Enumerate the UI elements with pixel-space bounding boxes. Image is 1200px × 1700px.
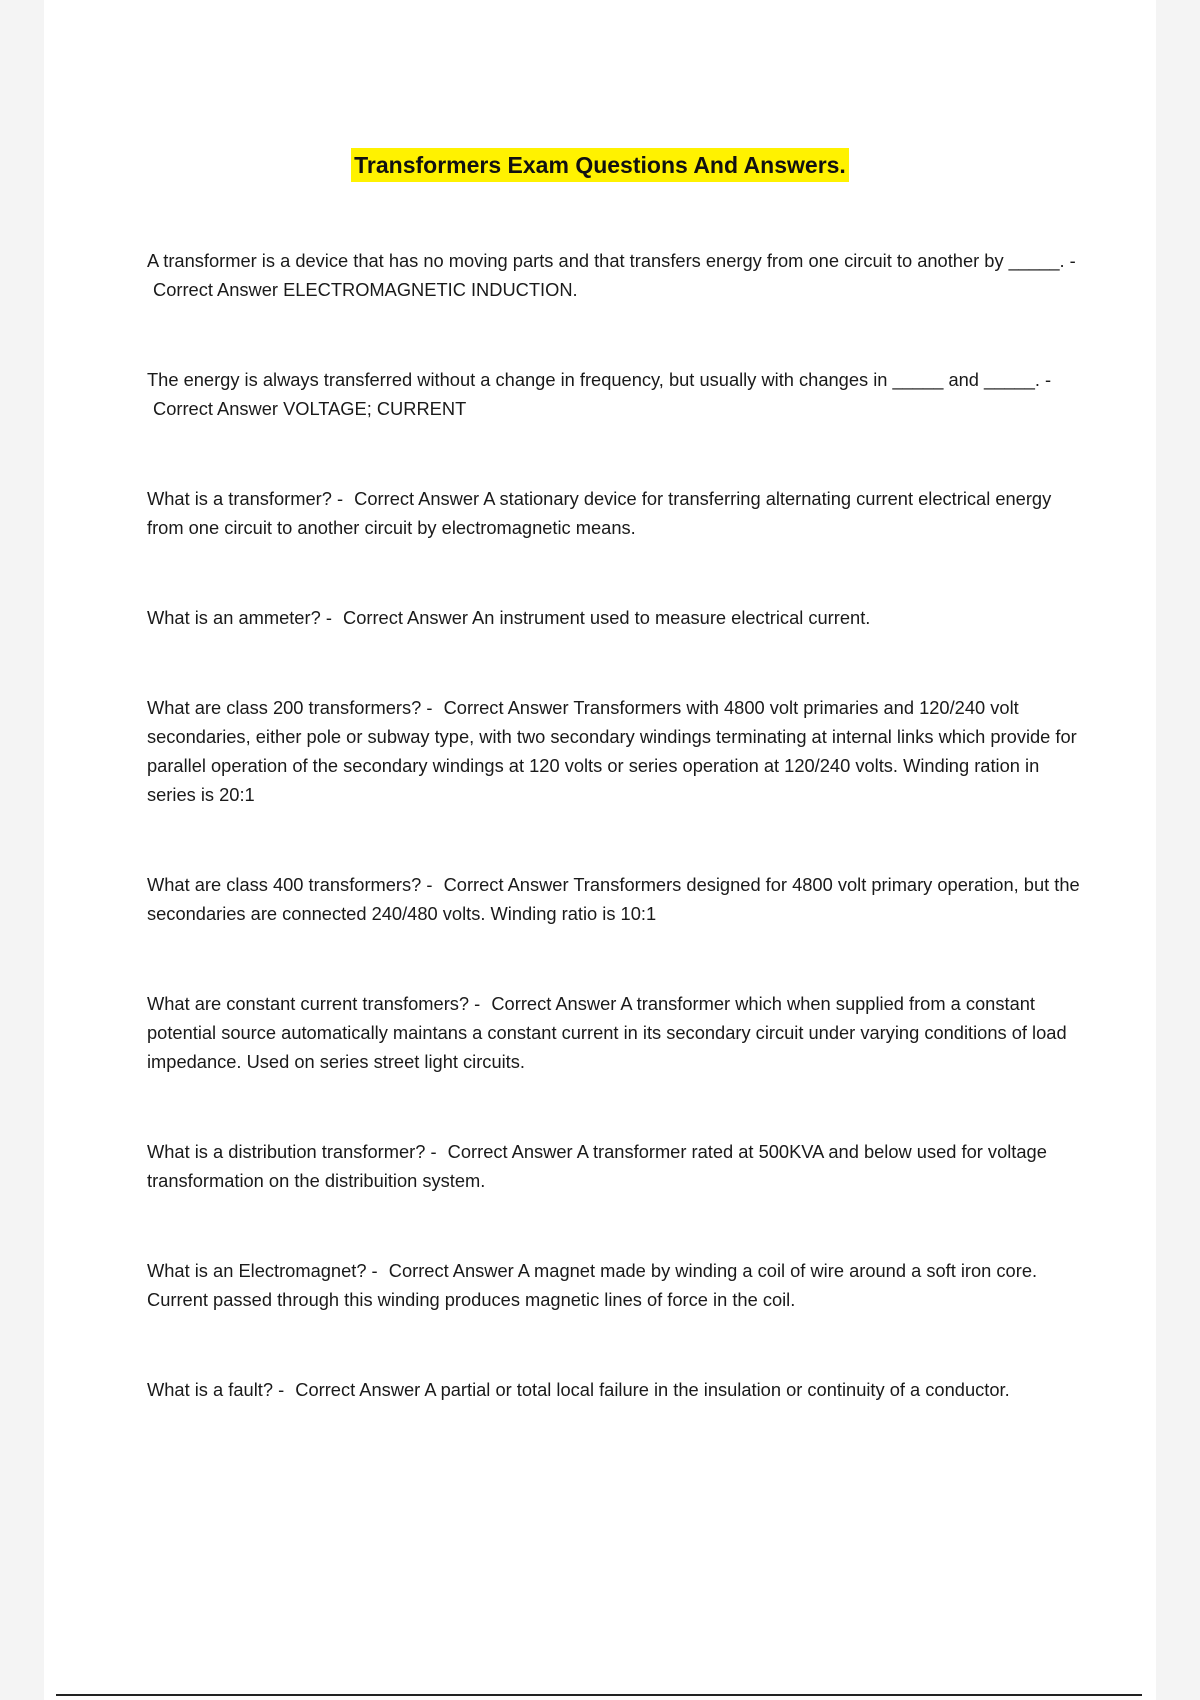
- qa-item: [147, 989, 1087, 1076]
- answer-label: Correct Answer: [354, 488, 480, 509]
- answer-text: VOLTAGE; CURRENT: [283, 398, 467, 419]
- title-container: [0, 148, 1200, 182]
- answer-text: Transformers designed for 4800 volt primary operation, but the secondaries are connected 240/480 volts. Winding ratio is 10:1: [147, 874, 1080, 924]
- question-text: What is a distribution transformer? -: [147, 1141, 437, 1162]
- answer-text: A stationary device for transferring alternating current electrical energy from one circuit to another circuit by electromagnetic means.: [147, 488, 1052, 538]
- answer-label: Correct Answer: [443, 697, 569, 718]
- question-text: What is an Electromagnet? -: [147, 1260, 378, 1281]
- qa-item: [147, 693, 1087, 809]
- footer-divider: [56, 1694, 1142, 1696]
- document-title: Transformers Exam Questions And Answers.: [351, 148, 849, 182]
- qa-item: [147, 1256, 1087, 1314]
- question-text: What is a fault? -: [147, 1379, 285, 1400]
- answer-text: An instrument used to measure electrical current.: [472, 607, 871, 628]
- qa-item: [147, 1137, 1087, 1195]
- answer-text: A transformer rated at 500KVA and below used for voltage transformation on the distribuition system.: [147, 1141, 1047, 1191]
- answer-label: Correct Answer: [153, 279, 278, 300]
- answer-label: Correct Answer: [388, 1260, 514, 1281]
- qa-item: [147, 365, 1087, 423]
- answer-label: Correct Answer: [491, 993, 617, 1014]
- qa-item: [147, 246, 1087, 304]
- answer-label: Correct Answer: [447, 1141, 573, 1162]
- qa-item: [147, 1375, 1087, 1404]
- question-text: What is a transformer? -: [147, 488, 344, 509]
- answer-text: A transformer which when supplied from a constant potential source automatically maintans a constant current in its secondary circuit under varying conditions of load impedance. Used on series street light circuits.: [147, 993, 1067, 1072]
- question-text: What are constant current transfomers? -: [147, 993, 481, 1014]
- question-text: A transformer is a device that has no moving parts and that transfers energy from one circuit to another by _____. -: [147, 250, 1076, 271]
- answer-text: Transformers with 4800 volt primaries and 120/240 volt secondaries, either pole or subway type, with two secondary windings terminating at internal links which provide for parallel operation of the secondary windings at 120 volts or series operation at 120/240 volts. Winding ration in series is 20:1: [147, 697, 1077, 805]
- question-text: What is an ammeter? -: [147, 607, 332, 628]
- answer-text: A magnet made by winding a coil of wire around a soft iron core. Current passed through this winding produces magnetic lines of force in the coil.: [147, 1260, 1038, 1310]
- qa-list: [147, 246, 1087, 1465]
- answer-text: A partial or total local failure in the insulation or continuity of a conductor.: [424, 1379, 1010, 1400]
- qa-item: [147, 484, 1087, 542]
- answer-label: Correct Answer: [343, 607, 468, 628]
- answer-text: ELECTROMAGNETIC INDUCTION.: [283, 279, 578, 300]
- answer-label: Correct Answer: [295, 1379, 421, 1400]
- qa-item: [147, 603, 1087, 632]
- question-text: What are class 200 transformers? -: [147, 697, 433, 718]
- question-text: The energy is always transferred without a change in frequency, but usually with changes in _____ and _____. -: [147, 369, 1052, 390]
- question-text: What are class 400 transformers? -: [147, 874, 433, 895]
- answer-label: Correct Answer: [443, 874, 569, 895]
- answer-label: Correct Answer: [153, 398, 278, 419]
- qa-item: [147, 870, 1087, 928]
